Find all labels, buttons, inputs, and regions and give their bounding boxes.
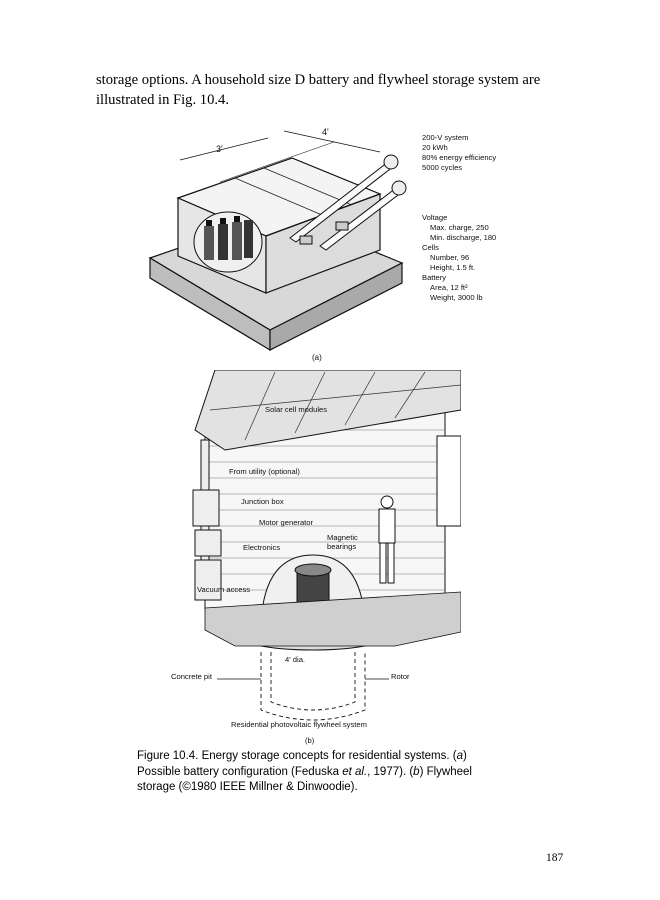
figure-a-sublabel: (a)	[312, 353, 322, 362]
page-number: 187	[546, 852, 564, 864]
spec-kwh: 20 kWh	[422, 143, 448, 152]
body-line-1: storage options. A household size D battery and flywheel storage system are	[96, 72, 541, 88]
label-rotor: Rotor	[391, 672, 410, 681]
label-electronics: Electronics	[243, 543, 281, 552]
body-paragraph	[96, 70, 576, 110]
label-vacuum-access: Vacuum access	[197, 585, 251, 594]
figure-b-flywheel	[165, 370, 461, 750]
battery-specs	[422, 133, 496, 302]
label-magnetic: Magnetic	[327, 533, 358, 542]
label-motor-generator: Motor generator	[259, 518, 314, 527]
caption-text-2: ) Possible battery configuration (Feduska	[137, 750, 467, 778]
cells-height: Height, 1.5 ft.	[430, 263, 476, 272]
label-junction-box: Junction box	[241, 497, 284, 506]
caption-b: b	[413, 765, 420, 778]
spec-efficiency: 80% energy efficiency	[422, 153, 497, 162]
battery-area: Area, 12 ft²	[430, 283, 468, 292]
cells-heading: Cells	[422, 243, 439, 252]
battery-illustration	[140, 118, 520, 368]
label-system-title: Residential photovoltaic flywheel system	[231, 720, 367, 729]
caption-etal: et al.	[342, 765, 368, 778]
caption-text-3: , 1977). (	[367, 765, 414, 778]
battery-weight: Weight, 3000 lb	[430, 293, 483, 302]
label-concrete-pit: Concrete pit	[171, 672, 212, 681]
caption-label: Figure 10.4.	[137, 750, 199, 762]
label-diameter: 4' dia.	[285, 655, 306, 664]
dimension-lines	[180, 131, 380, 160]
label-solar-modules: Solar cell modules	[265, 405, 328, 414]
voltage-min: Min. discharge, 180	[430, 233, 497, 242]
body-line-2: illustrated in Fig. 10.4.	[96, 92, 229, 108]
spec-system: 200-V system	[422, 133, 469, 142]
flywheel-illustration	[165, 370, 461, 745]
label-from-utility: From utility (optional)	[229, 467, 300, 476]
voltage-max: Max. charge, 250	[430, 223, 489, 232]
dim-width: 4'	[322, 127, 329, 137]
caption-text-4: ) Flywheel storage (©1980 IEEE Millner & Dinwoodie).	[137, 765, 472, 793]
voltage-heading: Voltage	[422, 213, 448, 222]
battery-cells	[194, 212, 262, 272]
caption-a: a	[456, 750, 464, 762]
spec-cycles: 5000 cycles	[422, 163, 463, 172]
house-window	[437, 436, 461, 526]
figure-b-sublabel: (b)	[305, 736, 315, 745]
concrete-pit	[261, 652, 365, 720]
caption-text-1: Energy storage concepts for residential systems. (	[198, 750, 457, 762]
dim-depth: 3'	[216, 144, 223, 154]
label-bearings: bearings	[327, 542, 357, 551]
cells-number: Number, 96	[430, 253, 470, 262]
figure-a-battery	[140, 118, 520, 373]
figure-caption	[137, 749, 497, 796]
battery-heading: Battery	[422, 273, 447, 282]
